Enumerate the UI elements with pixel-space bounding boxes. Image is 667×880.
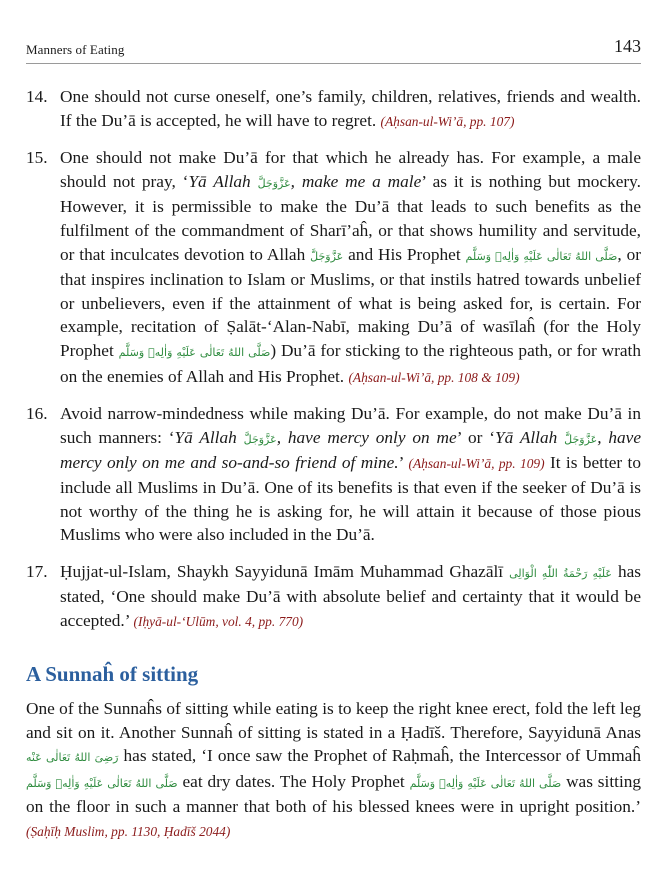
paragraph-text: eat dry dates. The Holy Prophet xyxy=(177,771,410,791)
item-text: ’ as it is nothing but mockery. However, it is permissible to make the Du’ā that leads to such benefits as the fulfilment of the commandment of Sharī’aĥ, or that shows humility and servitude, or that inculcates devotion to Allah xyxy=(60,171,641,264)
item-text: One should not curse oneself, one’s family, children, relatives, friends and wealth. If the Du’ā is accepted, he will have to regret. xyxy=(60,87,641,130)
arabic-honorific: صَلَّى اللهُ تَعَالٰى عَلَيْهِ وَاٰلِهٖ وَسَلَّم xyxy=(118,345,271,359)
item-number: 15. xyxy=(26,148,48,168)
page-content xyxy=(26,85,641,844)
section-heading: A Sunnaĥ of sitting xyxy=(26,662,199,687)
paragraph-text: One of the Sunnaĥs of sitting while eating is to keep the right knee erect, fold the left leg and sit on it. Another Sunnaĥ of sitting is stated in a Ḥadīš. Therefore, Sayyidunā Anas xyxy=(26,699,641,742)
italic-quote: Yā Allah xyxy=(174,427,237,447)
paragraph-text: has stated, ‘I once saw the Prophet of Raḥmaĥ, the Intercessor of Ummaĥ xyxy=(118,746,641,766)
arabic-honorific: صَلَّى اللهُ تَعَالٰى عَلَيْهِ وَاٰلِهٖ وَسَلَّم xyxy=(409,776,562,790)
item-number: 17. xyxy=(26,561,48,581)
reference-citation: (Ṣaḥīḥ Muslim, pp. 1130, Ḥadīš 2044) xyxy=(26,824,231,840)
italic-quote: Yā Allah xyxy=(495,427,558,447)
item-text: and His Prophet xyxy=(343,244,466,264)
item-number: 16. xyxy=(26,404,48,424)
arabic-honorific: عَزَّوَجَلَّ xyxy=(243,432,277,446)
reference-citation: (Iḥyā-ul-‘Ulūm, vol. 4, pp. 770) xyxy=(133,613,304,629)
arabic-honorific: عَزَّوَجَلَّ xyxy=(564,432,598,446)
list-item-15 xyxy=(26,146,641,389)
item-text: It is better to include all Muslims in Du’ā. One of its benefits is that even if the seeker of Du’ā is not worthy of the thing he is asking for, he will attain it because of those pious Muslims who were also included in the Du’ā. xyxy=(60,453,642,545)
arabic-honorific: عَزَّوَجَلَّ xyxy=(310,249,344,263)
item-text: One should not make Du’ā for that which he already has. For example, a male should not pray, ‘ xyxy=(60,148,641,191)
header-divider xyxy=(26,63,641,64)
page-number: 143 xyxy=(614,36,641,56)
arabic-honorific: صَلَّى اللهُ تَعَالٰى عَلَيْهِ وَاٰلِهٖ وَسَلَّم xyxy=(26,776,178,790)
page-header xyxy=(26,34,641,62)
running-title: Manners of Eating xyxy=(26,42,125,57)
item-text: Avoid narrow-mindedness while making Du’ā. For example, do not make Du’ā in such manners: ‘ xyxy=(60,404,641,447)
item-text: ) Du’ā for sticking to the righteous path, or for wrath on the enemies of Allah and His Prophet. xyxy=(60,340,641,386)
italic-quote: , have mercy only on me xyxy=(276,427,457,447)
italic-quote: Yā Allah xyxy=(188,171,251,191)
arabic-honorific: عَزَّوَجَلَّ xyxy=(257,176,291,190)
arabic-honorific: عَلَيْهِ رَحْمَةُ اللّٰهِ الْوَالِى xyxy=(509,566,612,580)
arabic-honorific: صَلَّى اللهُ تَعَالٰى عَلَيْهِ وَاٰلِهٖ وَسَلَّم xyxy=(465,249,618,263)
item-text: ’ xyxy=(398,453,409,473)
section-paragraph xyxy=(26,697,641,844)
arabic-honorific: رَضِىَ اللهُ تَعَالٰى عَنْه xyxy=(26,751,119,765)
item-text: Ḥujjat-ul-Islam, Shaykh Sayyidunā Imām Muhammad Ghazālī xyxy=(60,561,510,581)
item-text: , or that inspires inclination to Islam or Muslims, or that instils hatred towards unbelief or unbelievers, even if the attainment of what is being asked for, is certain. For example, recitation of Ṣalāt-‘Alan-Nabī, making Du’ā of wasīlaĥ (for the Holy Prophet xyxy=(60,244,642,360)
list-item-14 xyxy=(26,85,641,133)
item-text: ’ or ‘ xyxy=(456,427,496,447)
reference-citation: (Aḥsan-ul-Wi’ā, pp. 109) xyxy=(408,456,545,472)
item-text: has stated, ‘One should make Du’ā with absolute belief and certainty that it would be accepted.’ xyxy=(60,561,641,630)
italic-quote: , make me a male xyxy=(290,171,422,191)
list-item-17 xyxy=(26,560,641,634)
reference-citation: (Aḥsan-ul-Wi’ā, pp. 108 & 109) xyxy=(348,369,520,385)
list-item-16 xyxy=(26,402,641,547)
reference-citation: (Aḥsan-ul-Wi’ā, pp. 107) xyxy=(380,113,515,129)
paragraph-text: was sitting on the floor in such a manner that both of his blessed knees were in upright position.’ xyxy=(26,771,642,817)
italic-quote: , have mercy only on me and so-and-so friend of mine. xyxy=(60,427,642,473)
item-number: 14. xyxy=(26,87,48,106)
